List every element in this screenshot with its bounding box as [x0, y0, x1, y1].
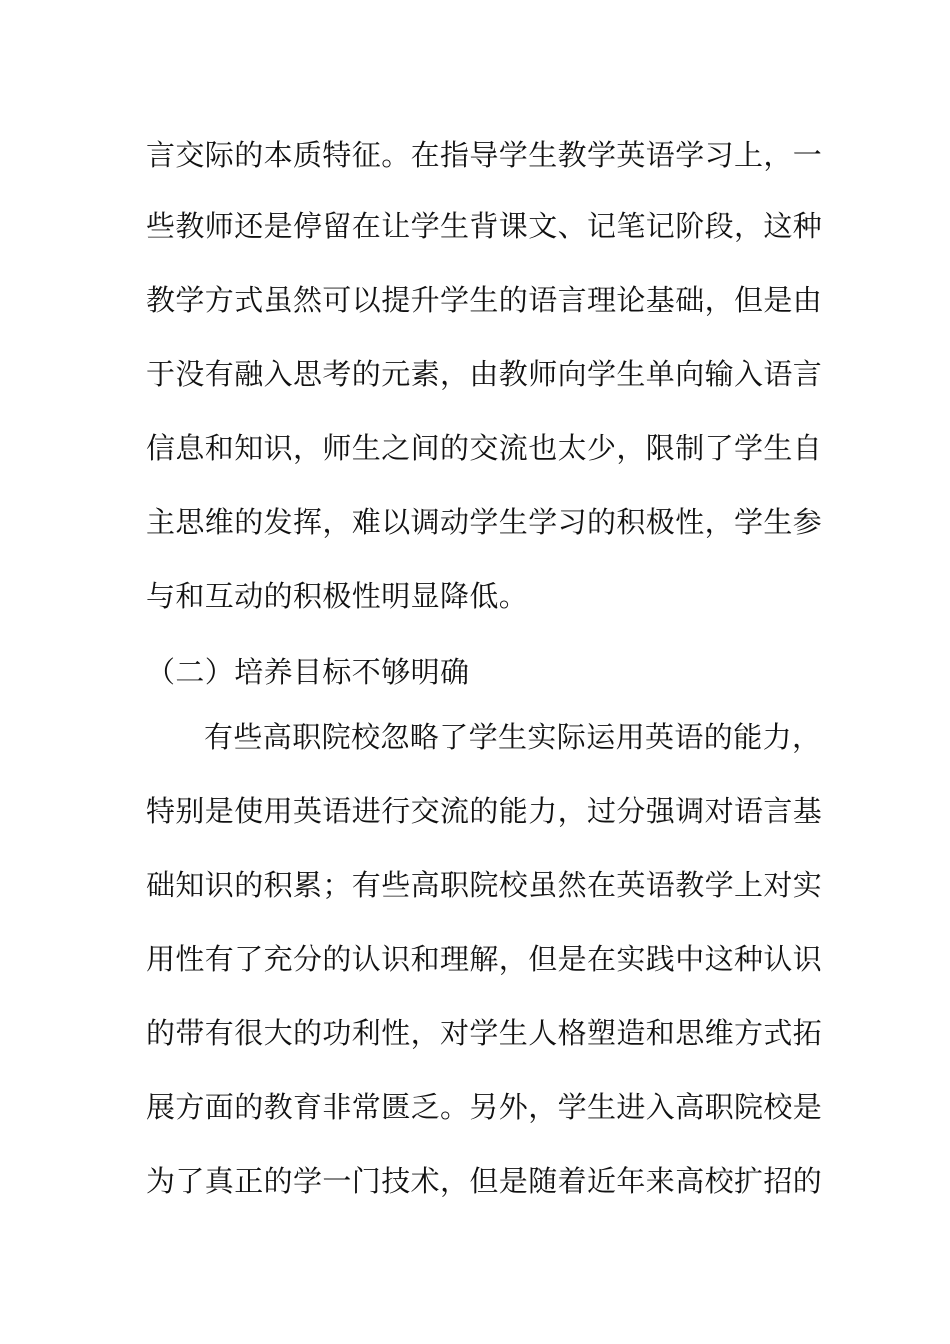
text-line: 础知识的积累；有些高职院校虽然在英语教学上对实	[146, 868, 823, 902]
text-line: 信息和知识，师生之间的交流也太少，限制了学生自	[146, 431, 823, 465]
text-line: 用性有了充分的认识和理解，但是在实践中这种认识	[146, 942, 823, 976]
text-line: 展方面的教育非常匮乏。另外，学生进入高职院校是	[146, 1090, 823, 1124]
section-heading: （二）培养目标不够明确	[146, 655, 470, 689]
text-line: 为了真正的学一门技术，但是随着近年来高校扩招的	[146, 1164, 823, 1198]
paragraph-first-line: 有些高职院校忽略了学生实际运用英语的能力，	[204, 720, 822, 754]
text-line: 主思维的发挥，难以调动学生学习的积极性，学生参	[146, 505, 823, 539]
text-line: 与和互动的积极性明显降低。	[146, 579, 529, 613]
text-line: 些教师还是停留在让学生背课文、记笔记阶段，这种	[146, 209, 823, 243]
text-line: 特别是使用英语进行交流的能力，过分强调对语言基	[146, 794, 823, 828]
text-line: 教学方式虽然可以提升学生的语言理论基础，但是由	[146, 283, 823, 317]
text-line: 于没有融入思考的元素，由教师向学生单向输入语言	[146, 357, 823, 391]
text-line: 的带有很大的功利性，对学生人格塑造和思维方式拓	[146, 1016, 823, 1050]
text-line: 言交际的本质特征。在指导学生教学英语学习上，一	[146, 138, 823, 172]
